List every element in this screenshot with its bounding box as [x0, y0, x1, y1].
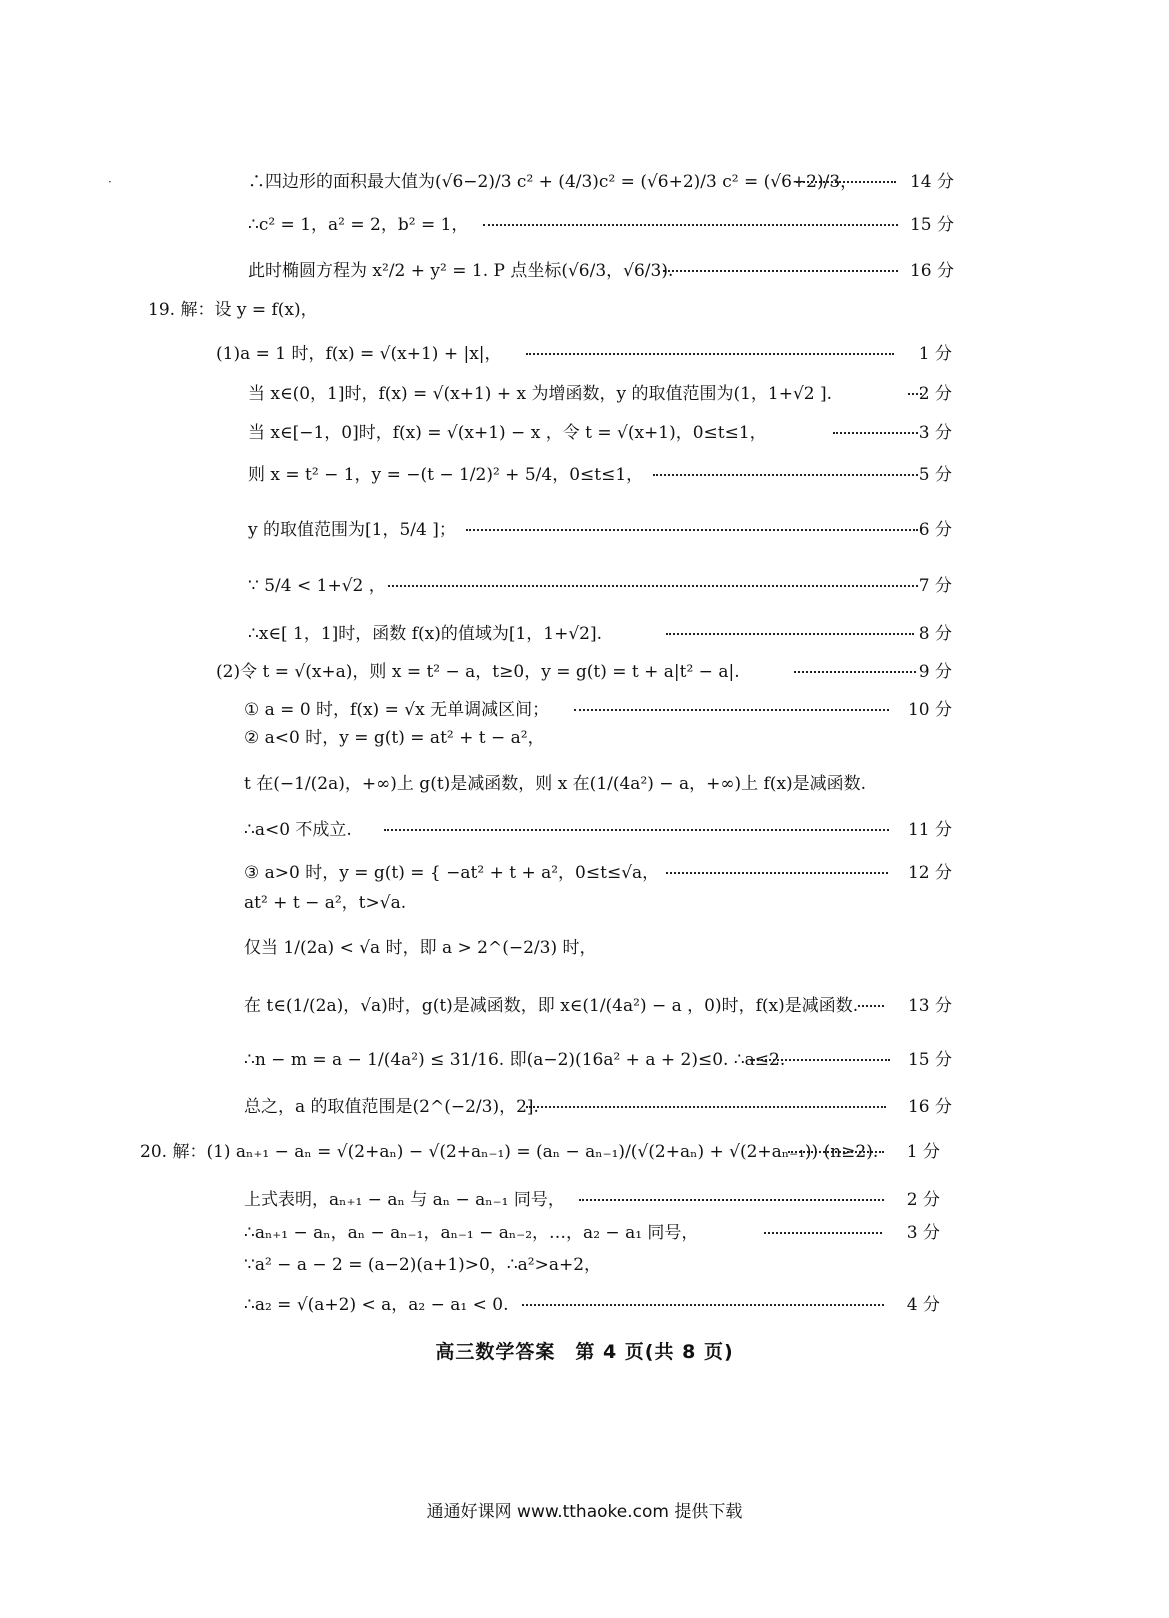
leader-dots — [384, 829, 889, 831]
line-text: 当 x∈(0，1]时，f(x) = √(x+1) + x 为增函数，y 的取值范围为(1，1+√2 ]. — [248, 384, 833, 404]
line-text: (2)令 t = √(x+a)，则 x = t² − a，t≥0，y = g(t) = t + a|t² − a|. — [216, 662, 740, 682]
solution-line — [248, 418, 952, 448]
solution-line — [244, 1045, 952, 1075]
solution-line — [248, 379, 952, 409]
line-text: ∴c² = 1，a² = 2，b² = 1， — [248, 215, 469, 235]
solution-line — [244, 991, 952, 1021]
solution-line — [248, 515, 952, 545]
score-mark: 3 分 — [918, 423, 952, 443]
leader-dots — [833, 432, 918, 434]
leader-dots — [858, 1005, 884, 1007]
download-credit: 通通好课网 www.tthaoke.com 提供下载 — [426, 1502, 743, 1522]
leader-dots — [666, 872, 888, 874]
leader-dots — [796, 181, 896, 183]
solution-line — [244, 933, 952, 963]
problem-heading — [140, 1137, 940, 1167]
solution-line — [248, 460, 952, 490]
solution-line — [244, 1092, 952, 1122]
leader-dots — [663, 270, 898, 272]
solution-line — [244, 858, 952, 888]
line-text: 20. 解：(1) aₙ₊₁ − aₙ = √(2+aₙ) − √(2+aₙ₋₁) = (aₙ − aₙ₋₁)/(√(2+aₙ) + √(2+aₙ₋₁)) (n≥2). — [140, 1142, 879, 1162]
score-mark: 11 分 — [907, 820, 952, 840]
line-text: ∴a<0 不成立. — [244, 820, 352, 840]
leader-dots — [788, 1151, 884, 1153]
solution-line — [248, 619, 952, 649]
line-text: ∴aₙ₊₁ − aₙ，aₙ − aₙ₋₁，aₙ₋₁ − aₙ₋₂，…，a₂ − a₁ 同号， — [244, 1223, 699, 1243]
leader-dots — [750, 1059, 890, 1061]
line-text: 则 x = t² − 1，y = −(t − 1/2)² + 5/4，0≤t≤1， — [248, 465, 644, 485]
line-text: 仅当 1/(2a) < √a 时，即 a > 2^(−2/3) 时， — [244, 938, 597, 958]
line-text: at² + t − a²，t>√a. — [244, 893, 407, 913]
line-text: 总之，a 的取值范围是(2^(−2/3)，2]. — [244, 1097, 539, 1117]
score-mark: 16 分 — [907, 1097, 952, 1117]
leader-dots — [526, 353, 894, 355]
line-text: ③ a>0 时，y = g(t) = { −at² + t + a²，0≤t≤√a， — [244, 863, 660, 883]
line-text: ∵a² − a − 2 = (a−2)(a+1)>0，∴a²>a+2， — [244, 1255, 602, 1275]
score-mark: 15 分 — [907, 1050, 952, 1070]
score-mark: 7 分 — [918, 576, 952, 596]
leader-dots — [666, 633, 914, 635]
line-text: 当 x∈[−1，0]时，f(x) = √(x+1) − x ，令 t = √(x+1)，0≤t≤1， — [248, 423, 767, 443]
line-text: 19. 解：设 y = f(x)， — [148, 300, 318, 320]
solution-line — [248, 571, 952, 601]
solution-line — [248, 167, 954, 197]
score-mark: 8 分 — [918, 624, 952, 644]
line-text: ∵ 5/4 < 1+√2 ， — [248, 576, 386, 596]
line-text: 在 t∈(1/(2a)，√a)时，g(t)是减函数，即 x∈(1/(4a²) − a ，0)时，f(x)是减函数. — [244, 996, 859, 1016]
leader-dots — [794, 671, 916, 673]
score-mark: 6 分 — [918, 520, 952, 540]
solution-line — [244, 1185, 940, 1215]
line-text: ① a = 0 时，f(x) = √x 无单调减区间； — [244, 700, 550, 720]
score-mark: 13 分 — [907, 996, 952, 1016]
score-mark: 14 分 — [909, 172, 954, 192]
solution-line — [244, 815, 952, 845]
leader-dots — [574, 709, 889, 711]
solution-line — [244, 888, 952, 918]
leader-dots — [522, 1304, 884, 1306]
leader-dots — [579, 1199, 884, 1201]
solution-line — [244, 1290, 940, 1320]
solution-line — [244, 723, 952, 753]
score-mark: 2 分 — [906, 1190, 940, 1210]
line-text: 上式表明，aₙ₊₁ − aₙ 与 aₙ − aₙ₋₁ 同号， — [244, 1190, 565, 1210]
score-mark: 5 分 — [918, 465, 952, 485]
line-text: ∴x∈[ 1，1]时，函数 f(x)的值域为[1，1+√2]. — [248, 624, 603, 644]
solution-line — [244, 1250, 940, 1280]
line-text: (1)a = 1 时，f(x) = √(x+1) + |x|， — [216, 344, 502, 364]
solution-line — [244, 695, 952, 725]
line-text: 此时椭圆方程为 x²/2 + y² = 1. P 点坐标(√6/3，√6/3). — [248, 261, 674, 281]
score-mark: 4 分 — [906, 1295, 940, 1315]
score-mark: 10 分 — [907, 700, 952, 720]
problem-heading — [148, 295, 954, 325]
score-mark: 2 分 — [918, 384, 952, 404]
line-text: ② a<0 时，y = g(t) = at² + t − a²， — [244, 728, 545, 748]
leader-dots — [466, 529, 918, 531]
line-text: ∴a₂ = √(a+2) < a，a₂ − a₁ < 0. — [244, 1295, 509, 1315]
solution-line — [216, 657, 952, 687]
leader-dots — [388, 585, 918, 587]
page-footer-title: 高三数学答案 第 4 页(共 8 页) — [435, 1341, 734, 1363]
score-mark: 16 分 — [909, 261, 954, 281]
score-mark: 9 分 — [918, 662, 952, 682]
scan-speck: · — [108, 175, 112, 189]
solution-line — [244, 1218, 940, 1248]
score-mark: 3 分 — [906, 1223, 940, 1243]
score-mark: 12 分 — [907, 863, 952, 883]
solution-line — [248, 210, 954, 240]
solution-line — [244, 769, 952, 799]
line-text: t 在(−1/(2a)，+∞)上 g(t)是减函数，则 x 在(1/(4a²) − a，+∞)上 f(x)是减函数. — [244, 774, 867, 794]
leader-dots — [653, 474, 918, 476]
solution-line — [216, 339, 952, 369]
line-text: ∴四边形的面积最大值为(√6−2)/3 c² + (4/3)c² = (√6+2)/3 c² = (√6+2)/3， — [248, 172, 858, 192]
score-mark: 1 分 — [906, 1142, 940, 1162]
leader-dots — [526, 1106, 886, 1108]
leader-dots — [764, 1232, 882, 1234]
solution-line — [248, 256, 954, 286]
line-text: ∴n − m = a − 1/(4a²) ≤ 31/16. 即(a−2)(16a² + a + 2)≤0. ∴a≤2. — [244, 1050, 786, 1070]
score-mark: 1 分 — [918, 344, 952, 364]
score-mark: 15 分 — [909, 215, 954, 235]
line-text: y 的取值范围为[1，5/4 ]； — [248, 520, 456, 540]
leader-dots — [483, 224, 898, 226]
